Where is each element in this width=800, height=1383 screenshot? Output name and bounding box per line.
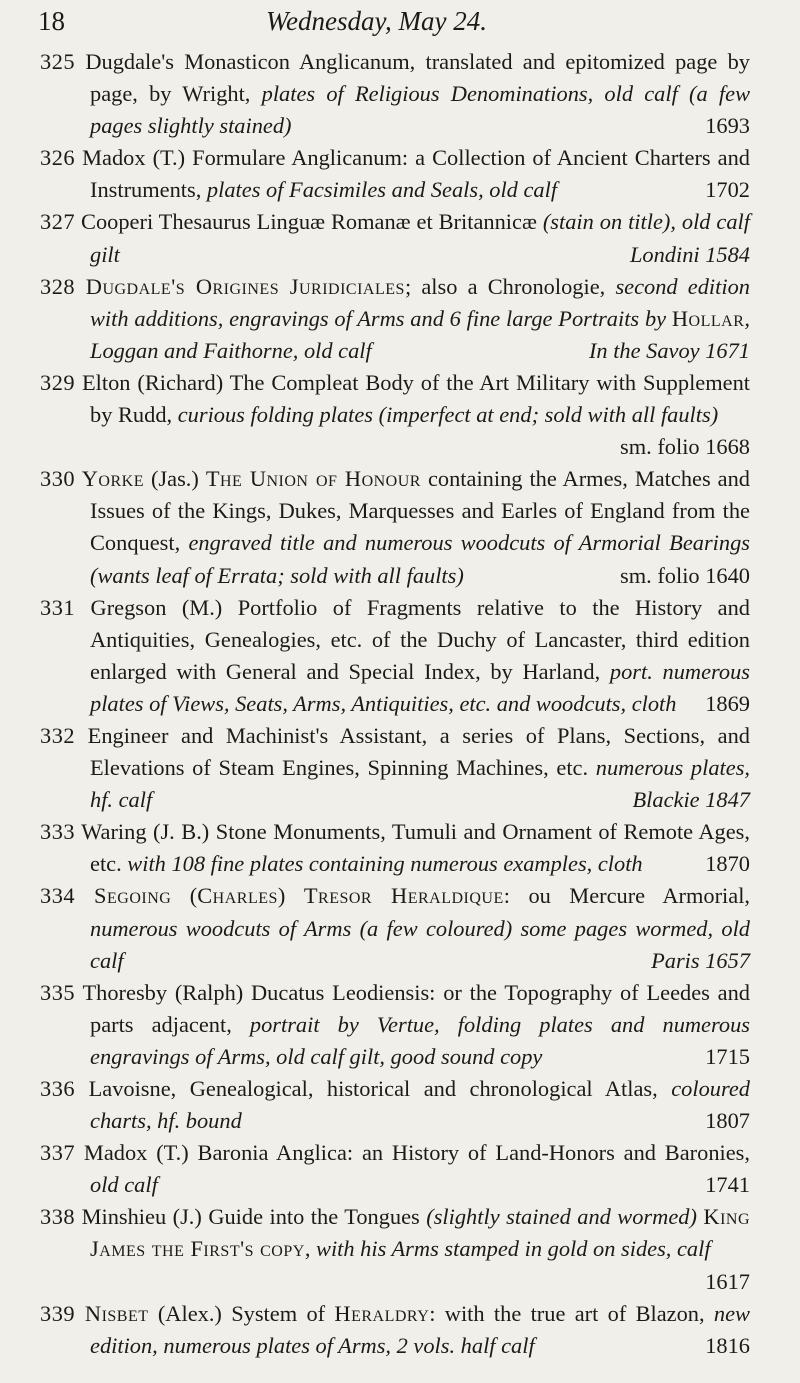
lot-date: 1693 — [705, 113, 750, 139]
lot-text: King James the First's copy — [90, 1204, 751, 1262]
lot-text: Cooperi Thesaurus Linguæ Romanæ et Britannicæ — [75, 209, 543, 235]
lot-text: ( — [171, 883, 198, 909]
lot-date: 1869 — [705, 690, 750, 716]
lot-text: containing the Armes, Matches and Issues of the Kings, Dukes, Marquesses and Earles of England from the Conquest, — [90, 466, 750, 556]
lot-text: second edition with additions, engravings of Arms and 6 fine large Portraits by — [90, 273, 750, 331]
catalogue-lot — [40, 206, 750, 270]
lot-text: Thoresby (Ralph) Ducatus Leodiensis: or the Topography of Leedes and parts adjacent, — [75, 979, 750, 1037]
catalogue-lot — [40, 977, 750, 1073]
lot-text: ; also a Chronologie, — [404, 273, 616, 299]
lot-text: Madox (T.) Formulare Anglicanum: a Collection of Ancient Charters and Instruments, — [75, 145, 750, 203]
lot-number: 329 — [40, 369, 76, 395]
lot-number: 331 — [40, 594, 76, 620]
lot-text: Yorke — [75, 466, 144, 492]
lot-number: 336 — [40, 1076, 76, 1101]
lot-text: with his Arms stamped in gold on sides, calf — [316, 1236, 711, 1262]
lot-text: (slightly stained and wormed) — [426, 1204, 697, 1230]
lot-text: port. numerous plates of Views, Seats, Arms, Antiquities, etc. and woodcuts, cloth — [90, 658, 751, 716]
lot-text: numerous woodcuts of Arms (a few coloured) some pages wormed, old calf — [90, 915, 750, 973]
catalogue-lot — [40, 1137, 750, 1201]
lot-text: Heraldry — [334, 1300, 430, 1326]
lot-text: Dugdale's Origines Juridiciales — [75, 273, 405, 299]
lot-number: 334 — [40, 883, 76, 909]
lot-text: Minshieu (J.) Guide into the Tongues — [75, 1204, 427, 1230]
lot-text: : ou Mercure Armorial, — [503, 883, 751, 909]
catalogue-lot — [40, 1073, 750, 1137]
catalogue-lot — [40, 142, 750, 206]
lot-text: : with the true art of Blazon, — [429, 1300, 714, 1326]
lot-text: Waring (J. B.) Stone Monuments, Tumuli and Ornament of Remote Ages, etc. — [75, 819, 750, 877]
lot-text: curious folding plates (imperfect at end; sold with all faults) — [177, 402, 719, 428]
lot-text: , Loggan and Faithorne, old calf — [90, 305, 750, 363]
lot-text: (stain on title), old calf gilt — [90, 209, 750, 267]
lot-text: plates of Facsimiles and Seals, old calf — [206, 177, 558, 203]
lot-text: (Jas.) — [143, 466, 206, 492]
lot-number: 337 — [40, 1140, 76, 1166]
catalogue-lot — [40, 271, 750, 367]
catalogue-lot — [40, 720, 751, 816]
catalogue-lot — [40, 880, 751, 976]
catalogue-lot — [40, 1201, 751, 1297]
lot-text: portrait by Vertue, folding plates and numerous engravings of Arms, old calf gilt, good sound copy — [90, 1011, 750, 1069]
lot-text: Lavoisne, Genealogical, historical and chronological Atlas, — [75, 1076, 672, 1101]
lot-text: Elton (Richard) The Compleat Body of the Art Military with Supplement by Rudd, — [75, 369, 750, 428]
lot-date: 1816 — [705, 1332, 750, 1358]
running-title: Wednesday, May 24. — [266, 6, 487, 36]
catalogue-lot — [40, 816, 750, 880]
lot-number: 333 — [40, 819, 76, 845]
page-header — [38, 6, 758, 36]
lot-date: In the Savoy 1671 — [588, 337, 750, 363]
lot-number: 327 — [40, 209, 76, 235]
lot-text: Gregson (M.) Portfolio of Fragments relative to the History and Antiquities, Genealogies, etc. of the Duchy of Lancaster, third edition enlarged with General and Special Index, by Harland, — [75, 594, 750, 684]
lot-number: 326 — [40, 145, 76, 171]
lot-date: Paris 1657 — [651, 947, 750, 973]
lot-number: 338 — [40, 1204, 76, 1230]
lot-text: Nisbet — [75, 1300, 149, 1326]
lot-date: 1741 — [705, 1172, 750, 1198]
lot-number: 328 — [40, 273, 76, 299]
catalogue-lot — [40, 592, 751, 720]
lot-text: , — [304, 1236, 317, 1262]
lot-text: plates of Religious Denominations, old calf (a few pages slightly stained) — [90, 81, 750, 139]
lot-number: 330 — [40, 466, 76, 492]
lot-text: numerous plates, hf. calf — [90, 755, 751, 813]
catalogue-lot — [40, 46, 750, 142]
lot-number: 332 — [40, 722, 76, 748]
lot-date: sm. folio 1668 — [620, 434, 750, 460]
catalogue-lot — [40, 367, 750, 463]
catalogue-lot — [40, 1298, 750, 1362]
lot-text: Tresor Heraldique — [303, 883, 504, 909]
lot-text: Madox (T.) Baronia Anglica: an History of Land-Honors and Baronies, — [75, 1140, 750, 1166]
lot-text: Segoing — [75, 883, 172, 909]
lot-date: 1870 — [705, 851, 750, 877]
lot-date: 1617 — [705, 1268, 750, 1294]
lot-text: new edition, numerous plates of Arms, 2 vols. half calf — [90, 1300, 750, 1358]
lot-text: Hollar — [671, 305, 745, 331]
catalogue-lot — [40, 463, 750, 591]
lot-number: 335 — [40, 979, 76, 1005]
lot-date: sm. folio 1640 — [620, 562, 750, 588]
lot-text: engraved title and numerous woodcuts of Armorial Bearings (wants leaf of Errata; sold with all faults) — [90, 530, 750, 588]
lot-date: 1715 — [705, 1043, 750, 1069]
lot-text: coloured charts, hf. bound — [90, 1076, 750, 1134]
lot-text: ) — [277, 883, 304, 909]
lot-text: with 108 fine plates containing numerous examples, cloth — [127, 851, 643, 877]
lot-text: The Union of Honour — [205, 466, 421, 492]
lot-number: 339 — [40, 1300, 76, 1326]
lot-date: 1807 — [705, 1108, 750, 1134]
page-number: 18 — [38, 6, 65, 36]
lot-text: old calf — [90, 1172, 158, 1198]
lot-date: 1702 — [705, 177, 750, 203]
lot-number: 325 — [40, 49, 76, 74]
lot-date: Londini 1584 — [629, 241, 750, 267]
lot-text: Dugdale's Monasticon Anglicanum, translated and epitomized page by page, by Wright, — [75, 49, 750, 107]
lot-text: Engineer and Machinist's Assistant, a series of Plans, Sections, and Elevations of Steam Engines, Spinning Machines, etc. — [75, 722, 750, 781]
lot-text: Charles — [197, 883, 278, 909]
lot-list — [0, 46, 800, 1362]
lot-date: Blackie 1847 — [632, 787, 750, 813]
lot-text: (Alex.) System of — [148, 1300, 335, 1326]
